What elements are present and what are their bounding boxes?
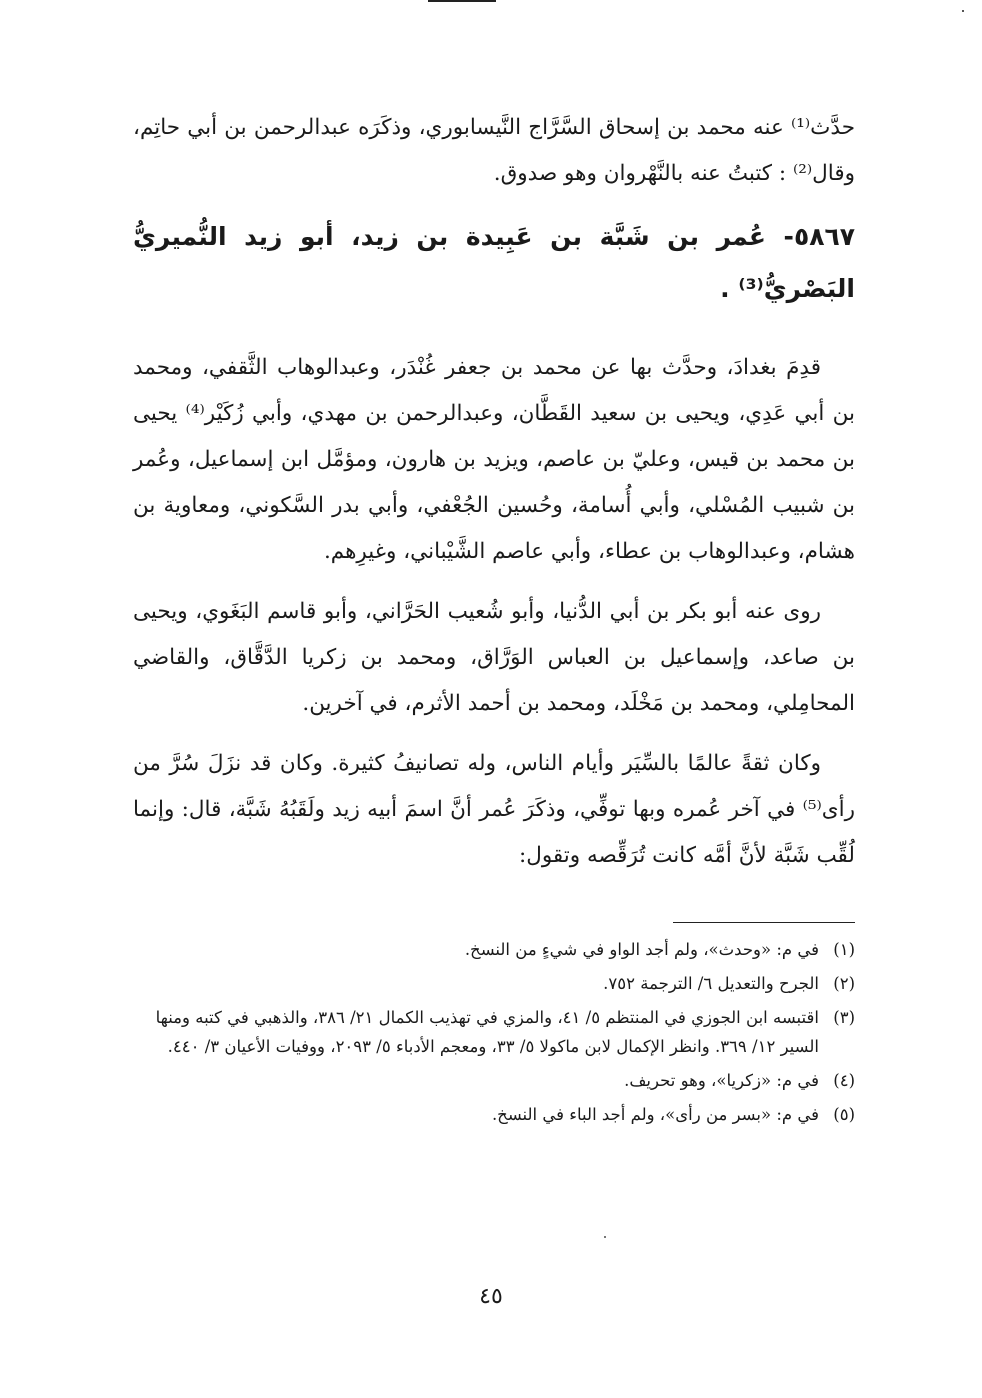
entry-heading [133, 211, 855, 315]
footnote-text: الجرح والتعديل ٦/ الترجمة ٧٥٢. [603, 974, 819, 993]
footnote-separator [673, 922, 855, 923]
footnote-item [133, 935, 855, 964]
footnote-mark: (٢) [833, 974, 855, 993]
top-rule [428, 0, 496, 5]
page-number: ٤٥ [479, 1284, 503, 1309]
footnote-item [133, 1100, 855, 1129]
scan-speck [962, 10, 964, 12]
footnote-item [133, 1003, 855, 1061]
footnote-text: في م: «وحدث»، ولم أجد الواو في شيءٍ من النسخ. [464, 940, 819, 959]
footnotes [133, 935, 855, 1134]
footnote-mark: (٥) [833, 1105, 855, 1124]
footnote-mark: (٤) [833, 1071, 855, 1090]
intro-paragraph: حدَّث⁽¹⁾ عنه محمد بن إسحاق السَّرَّاج النَّيسابوري، وذكَرَه عبدالرحمن بن أبي حاتِم، وقال⁽²⁾ : كتبتُ عنه بالنَّهْروان وهو صدوق. [133, 115, 855, 186]
main-text [133, 105, 855, 893]
footnote-mark: (١) [833, 940, 855, 959]
footnote-item [133, 1066, 855, 1095]
biography-paragraph: وكان ثقةً عالمًا بالسِّيَر وأيام الناس، وله تصانيفُ كثيرة. وكان قد نزَلَ سُرَّ من رأى⁽⁵⁾ في آخر عُمره وبها توفِّي، وذكَرَ عُمر أنَّ اسمَ أبيه زيد ولَقَبُهُ شَبَّة، قال: وإنما لُقِّب شَبَّة لأنَّ أمَّه كانت تُرَقِّصه وتقول: [133, 751, 855, 868]
footnote-text: في م: «زكريا»، وهو تحريف. [624, 1071, 819, 1090]
footnote-item [133, 969, 855, 998]
teachers-paragraph: قدِمَ بغدادَ، وحدَّث بها عن محمد بن جعفر غُنْدَر، وعبدالوهاب الثَّقفي، ومحمد بن أبي عَدِي، ويحيى بن سعيد القَطَّان، وعبدالرحمن بن مهدي، وأبي زُكَيْر⁽⁴⁾ يحيى بن محمد بن قيس، وعليّ بن عاصم، ويزيد بن هارون، ومؤمَّل ابن إسماعيل، وعُمر بن شبيب المُسْلي، وأبي أُسامة، وحُسين الجُعْفي، وأبي بدر السَّكوني، ومعاوية بن هشام، وعبدالوهاب بن عطاء، وأبي عاصم الشَّيْباني، وغيرِهم. [133, 355, 856, 564]
footnote-mark: (٣) [833, 1008, 855, 1027]
students-paragraph: روى عنه أبو بكر بن أبي الدُّنيا، وأبو شُعيب الحَرَّاني، وأبو قاسم البَغَوي، ويحيى بن صاعد، وإسماعيل بن العباس الوَرَّاق، ومحمد بن زكريا الدَّقَّاق، والقاضي المحامِلي، ومحمد بن مَخْلَد، ومحمد بن أحمد الأثرم، في آخرين. [133, 599, 855, 716]
scan-speck [604, 1236, 606, 1238]
footnote-text: اقتبسه ابن الجوزي في المنتظم ٥/ ٤١، والمزي في تهذيب الكمال ٢١/ ٣٨٦، والذهبي في كتبه ومنها السير ١٢/ ٣٦٩. وانظر الإكمال لابن ماكولا ٥/ ٣٣، ومعجم الأدباء ٥/ ٢٠٩٣، ووفيات الأعيان ٣/ ٤٤٠. [155, 1008, 819, 1056]
entry-title: عُمر بن شَبَّة بن عَبِيدة بن زيد، أبو زيد النُّميريُّ البَصْريُّ⁽³⁾ . [133, 222, 855, 303]
entry-number: ٥٨٦٧- [783, 222, 855, 251]
footnote-text: في م: «بسر من رأى»، ولم أجد الباء في النسخ. [491, 1105, 819, 1124]
